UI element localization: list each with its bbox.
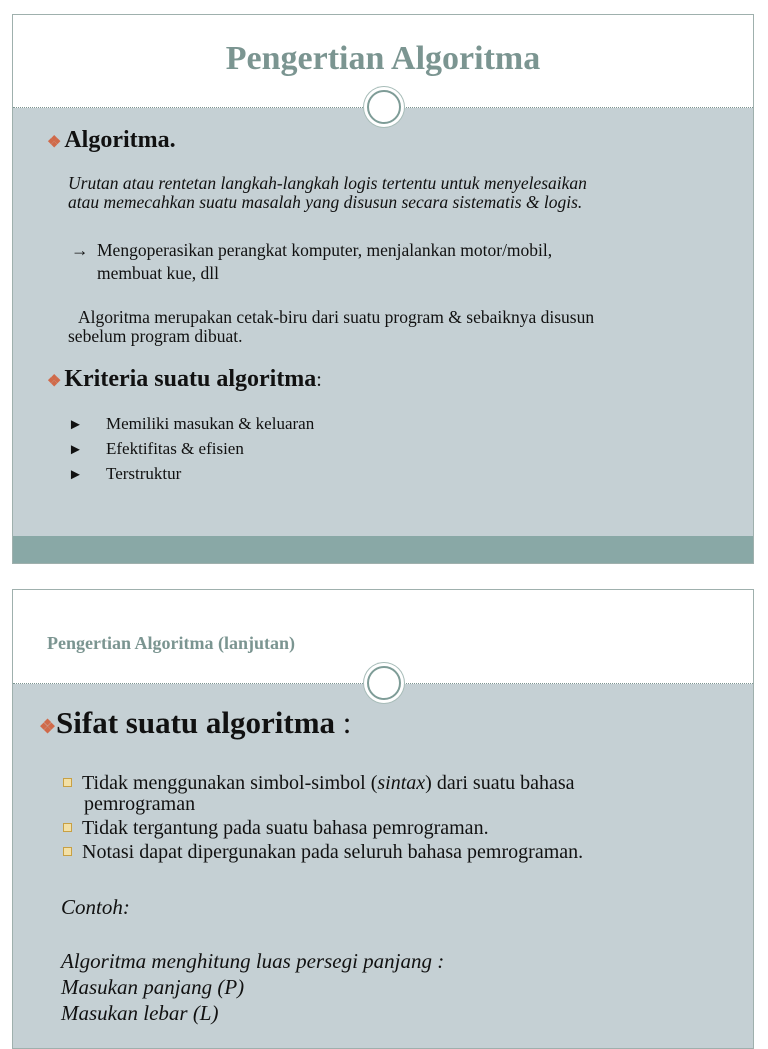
criteria-item-1: Memiliki masukan & keluaran: [106, 414, 315, 433]
heading-sifat-colon: :: [335, 705, 352, 740]
criteria-item-2: Efektifitas & efisien: [106, 439, 244, 458]
criteria-list: [68, 412, 314, 487]
sifat-item-1-italic: sintax: [377, 772, 426, 794]
triangle-bullet-icon: ►: [68, 442, 83, 458]
sifat-item-1-pre: Tidak menggunakan simbol-simbol (: [82, 772, 378, 794]
list-item: [68, 437, 314, 462]
example-line-1: Mengoperasikan perangkat komputer, menjalankan motor/mobil,: [97, 240, 553, 260]
ring-ornament-icon: [367, 90, 401, 124]
slide-1-title: Pengertian Algoritma: [225, 40, 541, 77]
sifat-item-3: Notasi dapat dipergunakan pada seluruh bahasa pemrograman.: [82, 841, 584, 863]
definition-text: [68, 174, 587, 212]
arrow-icon: →: [71, 240, 89, 260]
heading-kriteria: [47, 366, 322, 393]
example-line-2: membuat kue, dll: [97, 263, 219, 283]
square-bullet-icon: [63, 778, 72, 787]
list-item: [63, 816, 583, 840]
sifat-list: [63, 771, 583, 864]
slide-2-title: Pengertian Algoritma (lanjutan): [47, 633, 295, 653]
example-title: Algoritma menghitung luas persegi panjang :: [61, 949, 445, 973]
square-bullet-icon: [63, 823, 72, 832]
example-step-2: Masukan lebar (L): [61, 1001, 219, 1025]
diamond-bullet-icon: ❖: [47, 134, 62, 151]
example-text: [71, 239, 552, 285]
slide-1-footer-band: [13, 536, 753, 563]
heading-sifat: [39, 705, 351, 741]
heading-sifat-text: Sifat suatu algoritma: [56, 705, 336, 740]
criteria-item-3: Terstruktur: [106, 464, 182, 483]
sifat-item-1-post: ) dari suatu bahasa: [425, 772, 575, 794]
ring-ornament-icon: [367, 666, 401, 700]
diamond-bullet-icon: ❖: [47, 373, 62, 390]
definition-line-2: atau memecahkan suatu masalah yang disusun secara sistematis & logis.: [68, 192, 583, 212]
diamond-bullet-icon: ❖: [39, 717, 57, 738]
example-steps: [61, 948, 444, 1026]
list-item: [68, 412, 314, 437]
slide-2: [12, 589, 754, 1049]
blueprint-line-2: sebelum program dibuat.: [68, 326, 243, 346]
sifat-item-1-line-2: pemrograman: [84, 793, 196, 815]
heading-algoritma: [47, 127, 176, 154]
heading-kriteria-colon: :: [316, 369, 322, 391]
example-step-1: Masukan panjang (P): [61, 975, 245, 999]
triangle-bullet-icon: ►: [68, 467, 83, 483]
contoh-label: Contoh:: [61, 895, 130, 919]
blueprint-line-1: Algoritma merupakan cetak-biru dari suatu program & sebaiknya disusun: [78, 307, 595, 327]
heading-kriteria-text: Kriteria suatu algoritma: [64, 366, 317, 392]
blueprint-text: [68, 308, 594, 346]
square-bullet-icon: [63, 847, 72, 856]
sifat-item-2: Tidak tergantung pada suatu bahasa pemrograman.: [82, 817, 489, 839]
heading-algoritma-text: Algoritma.: [64, 127, 176, 153]
triangle-bullet-icon: ►: [68, 417, 83, 433]
definition-line-1: Urutan atau rentetan langkah-langkah logis tertentu untuk menyelesaikan: [68, 173, 587, 193]
list-item: [68, 462, 314, 487]
slide-1: [12, 14, 754, 564]
list-item: [63, 840, 583, 864]
